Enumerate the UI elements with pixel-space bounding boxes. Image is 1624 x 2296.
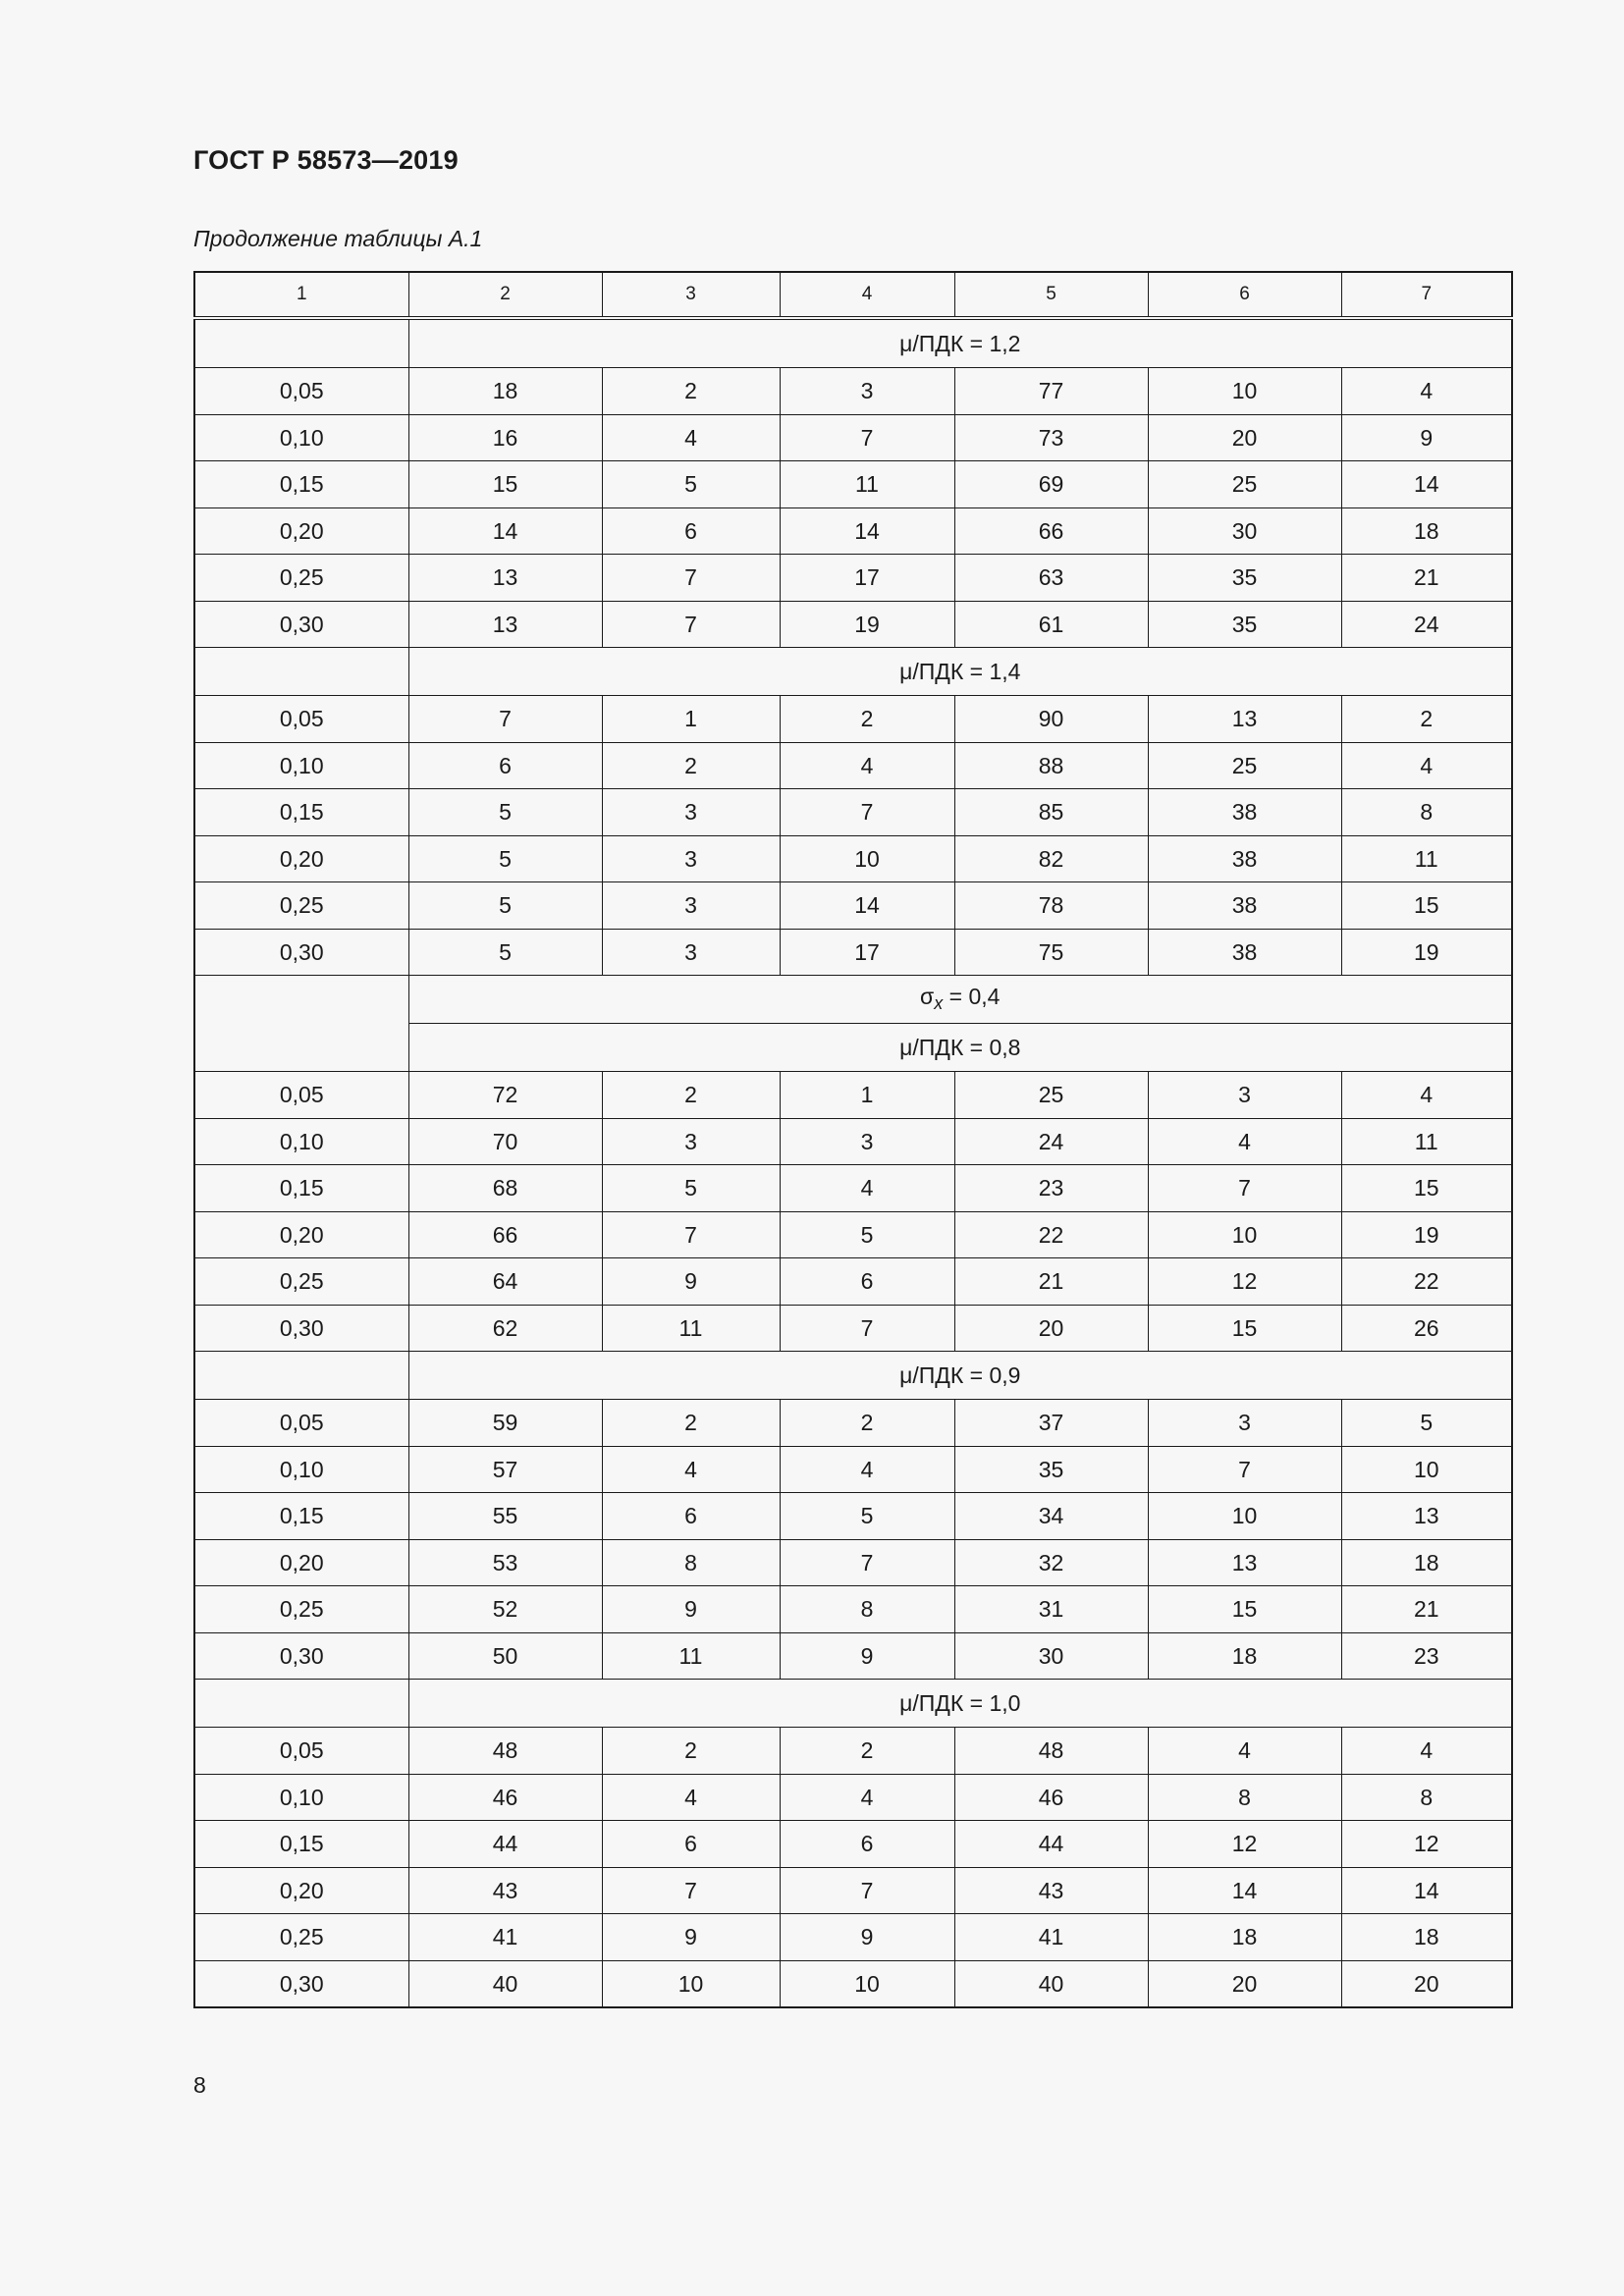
table-cell: 43 — [408, 1867, 602, 1914]
table-cell: 3 — [602, 789, 780, 836]
table-cell: 2 — [780, 696, 954, 743]
table-cell: 90 — [954, 696, 1148, 743]
table-cell: 19 — [1341, 929, 1512, 976]
table-cell: 85 — [954, 789, 1148, 836]
empty-cell — [194, 648, 408, 696]
table-row — [194, 1586, 1512, 1633]
table-cell: 0,20 — [194, 1211, 408, 1258]
column-header-4: 4 — [780, 272, 954, 318]
table-cell: 5 — [408, 835, 602, 882]
table-cell: 4 — [780, 1774, 954, 1821]
table-cell: 19 — [780, 601, 954, 648]
table-row — [194, 1914, 1512, 1961]
table-cell: 18 — [1148, 1632, 1341, 1680]
table-body — [194, 272, 1512, 2007]
table-row — [194, 1446, 1512, 1493]
table-cell: 14 — [1341, 1867, 1512, 1914]
table-row — [194, 1072, 1512, 1119]
table-cell: 6 — [602, 1493, 780, 1540]
table-cell: 14 — [780, 882, 954, 930]
table-cell: 17 — [780, 555, 954, 602]
table-cell: 18 — [1148, 1914, 1341, 1961]
table-cell: 7 — [780, 1539, 954, 1586]
table-row — [194, 1400, 1512, 1447]
sigma-symbol: σ — [920, 983, 935, 1009]
table-cell: 12 — [1148, 1821, 1341, 1868]
table-cell: 7 — [408, 696, 602, 743]
table-cell: 6 — [408, 742, 602, 789]
table-cell: 3 — [602, 929, 780, 976]
table-cell: 25 — [954, 1072, 1148, 1119]
table-row — [194, 1867, 1512, 1914]
table-cell: 7 — [780, 414, 954, 461]
table-cell: 25 — [1148, 742, 1341, 789]
table-cell: 52 — [408, 1586, 602, 1633]
column-header-7: 7 — [1341, 272, 1512, 318]
table-cell: 2 — [602, 1728, 780, 1775]
table-cell: 22 — [954, 1211, 1148, 1258]
document-header: ГОСТ Р 58573—2019 — [193, 145, 459, 175]
table-cell: 10 — [602, 1960, 780, 2007]
table-cell: 13 — [1341, 1493, 1512, 1540]
table-cell: 20 — [1148, 1960, 1341, 2007]
table-cell: 0,25 — [194, 1914, 408, 1961]
table-cell: 34 — [954, 1493, 1148, 1540]
column-header-1: 1 — [194, 272, 408, 318]
table-cell: 73 — [954, 414, 1148, 461]
sigma-heading — [408, 976, 1512, 1024]
table-cell: 4 — [1148, 1728, 1341, 1775]
table-cell: 26 — [1341, 1305, 1512, 1352]
table-row — [194, 1774, 1512, 1821]
table-row — [194, 461, 1512, 508]
table-cell: 0,20 — [194, 1867, 408, 1914]
table-cell: 0,30 — [194, 601, 408, 648]
table-cell: 22 — [1341, 1258, 1512, 1306]
table-cell: 2 — [780, 1400, 954, 1447]
data-table — [193, 271, 1513, 2008]
table-cell: 1 — [602, 696, 780, 743]
table-cell: 14 — [408, 507, 602, 555]
sigma-value: = 0,4 — [943, 983, 1001, 1009]
section-heading: μ/ПДК = 0,8 — [408, 1024, 1512, 1072]
table-cell: 20 — [1341, 1960, 1512, 2007]
table-cell: 10 — [1148, 368, 1341, 415]
table-cell: 0,20 — [194, 835, 408, 882]
table-cell: 5 — [408, 882, 602, 930]
table-cell: 35 — [1148, 555, 1341, 602]
table-cell: 15 — [408, 461, 602, 508]
table-cell: 11 — [1341, 1118, 1512, 1165]
table-cell: 82 — [954, 835, 1148, 882]
table-cell: 44 — [954, 1821, 1148, 1868]
table-cell: 57 — [408, 1446, 602, 1493]
table-cell: 8 — [1341, 789, 1512, 836]
table-cell: 8 — [602, 1539, 780, 1586]
table-cell: 38 — [1148, 835, 1341, 882]
table-cell: 15 — [1148, 1305, 1341, 1352]
section-heading: μ/ПДК = 1,2 — [408, 318, 1512, 368]
table-cell: 9 — [1341, 414, 1512, 461]
table-cell: 24 — [954, 1118, 1148, 1165]
table-cell: 18 — [1341, 1539, 1512, 1586]
column-header-row — [194, 272, 1512, 318]
table-cell: 7 — [780, 1867, 954, 1914]
table-cell: 7 — [602, 555, 780, 602]
table-row — [194, 1211, 1512, 1258]
table-cell: 3 — [1148, 1400, 1341, 1447]
table-row — [194, 835, 1512, 882]
table-cell: 0,30 — [194, 1960, 408, 2007]
table-cell: 11 — [1341, 835, 1512, 882]
table-cell: 9 — [780, 1914, 954, 1961]
table-cell: 4 — [602, 1446, 780, 1493]
table-cell: 7 — [780, 789, 954, 836]
table-cell: 5 — [408, 929, 602, 976]
table-cell: 5 — [408, 789, 602, 836]
table-row — [194, 882, 1512, 930]
table-cell: 31 — [954, 1586, 1148, 1633]
table-cell: 35 — [954, 1446, 1148, 1493]
table-row — [194, 1728, 1512, 1775]
table-cell: 10 — [1148, 1211, 1341, 1258]
table-cell: 5 — [780, 1493, 954, 1540]
table-cell: 13 — [408, 555, 602, 602]
table-row — [194, 368, 1512, 415]
table-cell: 18 — [408, 368, 602, 415]
table-cell: 5 — [1341, 1400, 1512, 1447]
table-cell: 4 — [1341, 742, 1512, 789]
table-cell: 4 — [780, 1446, 954, 1493]
table-cell: 3 — [1148, 1072, 1341, 1119]
table-cell: 5 — [780, 1211, 954, 1258]
table-cell: 2 — [1341, 696, 1512, 743]
table-cell: 41 — [954, 1914, 1148, 1961]
table-cell: 11 — [780, 461, 954, 508]
table-cell: 23 — [954, 1165, 1148, 1212]
table-cell: 4 — [1341, 1728, 1512, 1775]
table-cell: 15 — [1148, 1586, 1341, 1633]
table-row — [194, 414, 1512, 461]
table-cell: 8 — [1341, 1774, 1512, 1821]
table-cell: 14 — [1148, 1867, 1341, 1914]
table-cell: 70 — [408, 1118, 602, 1165]
table-cell: 9 — [602, 1258, 780, 1306]
empty-cell — [194, 1352, 408, 1400]
table-cell: 0,25 — [194, 882, 408, 930]
table-cell: 6 — [602, 1821, 780, 1868]
table-cell: 10 — [1148, 1493, 1341, 1540]
table-cell: 2 — [602, 1400, 780, 1447]
table-cell: 4 — [1341, 1072, 1512, 1119]
table-row — [194, 1539, 1512, 1586]
table-row — [194, 601, 1512, 648]
table-cell: 55 — [408, 1493, 602, 1540]
table-cell: 0,15 — [194, 1821, 408, 1868]
table-cell: 68 — [408, 1165, 602, 1212]
table-cell: 20 — [1148, 414, 1341, 461]
table-cell: 1 — [780, 1072, 954, 1119]
table-cell: 7 — [780, 1305, 954, 1352]
table-cell: 0,15 — [194, 789, 408, 836]
section-heading-row — [194, 1352, 1512, 1400]
table-cell: 38 — [1148, 929, 1341, 976]
table-cell: 0,30 — [194, 929, 408, 976]
table-cell: 24 — [1341, 601, 1512, 648]
table-cell: 14 — [780, 507, 954, 555]
table-cell: 0,05 — [194, 696, 408, 743]
table-cell: 19 — [1341, 1211, 1512, 1258]
table-cell: 21 — [1341, 1586, 1512, 1633]
column-header-2: 2 — [408, 272, 602, 318]
table-cell: 30 — [1148, 507, 1341, 555]
table-cell: 0,30 — [194, 1305, 408, 1352]
table-cell: 2 — [602, 742, 780, 789]
table-cell: 21 — [954, 1258, 1148, 1306]
table-cell: 4 — [780, 1165, 954, 1212]
table-cell: 0,10 — [194, 414, 408, 461]
table-cell: 18 — [1341, 1914, 1512, 1961]
table-row — [194, 1258, 1512, 1306]
empty-cell — [194, 1680, 408, 1728]
table-cell: 7 — [1148, 1446, 1341, 1493]
table-cell: 8 — [780, 1586, 954, 1633]
table-cell: 4 — [1341, 368, 1512, 415]
table-cell: 0,20 — [194, 507, 408, 555]
empty-cell — [194, 318, 408, 368]
table-cell: 13 — [408, 601, 602, 648]
table-cell: 2 — [780, 1728, 954, 1775]
table-cell: 2 — [602, 368, 780, 415]
column-header-6: 6 — [1148, 272, 1341, 318]
section-heading-row — [194, 318, 1512, 368]
table-cell: 0,25 — [194, 1258, 408, 1306]
table-cell: 0,10 — [194, 742, 408, 789]
table-caption: Продолжение таблицы А.1 — [193, 226, 483, 251]
table-cell: 41 — [408, 1914, 602, 1961]
table-cell: 0,25 — [194, 1586, 408, 1633]
table-cell: 5 — [602, 461, 780, 508]
table-cell: 59 — [408, 1400, 602, 1447]
section-heading: μ/ПДК = 1,0 — [408, 1680, 1512, 1728]
section-heading-row — [194, 1680, 1512, 1728]
table-cell: 5 — [602, 1165, 780, 1212]
table-cell: 43 — [954, 1867, 1148, 1914]
table-cell: 16 — [408, 414, 602, 461]
section-heading: μ/ПДК = 1,4 — [408, 648, 1512, 696]
table-cell: 32 — [954, 1539, 1148, 1586]
table-cell: 0,20 — [194, 1539, 408, 1586]
table-cell: 4 — [780, 742, 954, 789]
table-cell: 3 — [780, 368, 954, 415]
section-heading: μ/ПДК = 0,9 — [408, 1352, 1512, 1400]
table-cell: 6 — [780, 1258, 954, 1306]
table-row — [194, 1118, 1512, 1165]
table-cell: 63 — [954, 555, 1148, 602]
table-row — [194, 789, 1512, 836]
table-cell: 64 — [408, 1258, 602, 1306]
table-cell: 0,15 — [194, 461, 408, 508]
column-header-5: 5 — [954, 272, 1148, 318]
table-cell: 53 — [408, 1539, 602, 1586]
table-row — [194, 1821, 1512, 1868]
table-cell: 18 — [1341, 507, 1512, 555]
table-cell: 37 — [954, 1400, 1148, 1447]
table-cell: 46 — [408, 1774, 602, 1821]
table-cell: 3 — [602, 1118, 780, 1165]
table-cell: 50 — [408, 1632, 602, 1680]
table-row — [194, 696, 1512, 743]
table-row — [194, 507, 1512, 555]
table-row — [194, 555, 1512, 602]
table-cell: 88 — [954, 742, 1148, 789]
empty-cell — [194, 976, 408, 1072]
table-cell: 44 — [408, 1821, 602, 1868]
table-cell: 8 — [1148, 1774, 1341, 1821]
table-cell: 0,15 — [194, 1493, 408, 1540]
table-cell: 0,30 — [194, 1632, 408, 1680]
table-cell: 21 — [1341, 555, 1512, 602]
table-cell: 48 — [954, 1728, 1148, 1775]
table-cell: 66 — [954, 507, 1148, 555]
table-cell: 62 — [408, 1305, 602, 1352]
table-cell: 13 — [1148, 696, 1341, 743]
table-cell: 4 — [602, 414, 780, 461]
table-cell: 10 — [780, 1960, 954, 2007]
table-cell: 25 — [1148, 461, 1341, 508]
table-cell: 20 — [954, 1305, 1148, 1352]
table-row — [194, 1305, 1512, 1352]
table-cell: 38 — [1148, 789, 1341, 836]
table-cell: 10 — [1341, 1446, 1512, 1493]
table-cell: 7 — [602, 1867, 780, 1914]
table-cell: 66 — [408, 1211, 602, 1258]
table-cell: 12 — [1148, 1258, 1341, 1306]
table-cell: 0,15 — [194, 1165, 408, 1212]
table-row — [194, 1493, 1512, 1540]
table-cell: 40 — [408, 1960, 602, 2007]
table-cell: 11 — [602, 1305, 780, 1352]
table-cell: 7 — [602, 1211, 780, 1258]
table-cell: 10 — [780, 835, 954, 882]
table-cell: 0,05 — [194, 1400, 408, 1447]
table-cell: 15 — [1341, 1165, 1512, 1212]
table-cell: 9 — [780, 1632, 954, 1680]
table-row — [194, 742, 1512, 789]
sigma-subscript: x — [934, 992, 944, 1013]
table-cell: 69 — [954, 461, 1148, 508]
table-cell: 0,25 — [194, 555, 408, 602]
table-cell: 46 — [954, 1774, 1148, 1821]
table-cell: 6 — [780, 1821, 954, 1868]
table-cell: 0,10 — [194, 1446, 408, 1493]
table-cell: 3 — [602, 882, 780, 930]
table-row — [194, 929, 1512, 976]
table-cell: 9 — [602, 1586, 780, 1633]
table-row — [194, 1165, 1512, 1212]
table-cell: 0,05 — [194, 1072, 408, 1119]
table-cell: 15 — [1341, 882, 1512, 930]
table-cell: 6 — [602, 507, 780, 555]
table-cell: 40 — [954, 1960, 1148, 2007]
table-cell: 11 — [602, 1632, 780, 1680]
table-cell: 3 — [602, 835, 780, 882]
table-cell: 17 — [780, 929, 954, 976]
page-number: 8 — [193, 2072, 206, 2098]
table-cell: 38 — [1148, 882, 1341, 930]
table-cell: 35 — [1148, 601, 1341, 648]
table-row — [194, 1960, 1512, 2007]
column-header-3: 3 — [602, 272, 780, 318]
table-cell: 61 — [954, 601, 1148, 648]
sigma-row — [194, 976, 1512, 1024]
table-cell: 13 — [1148, 1539, 1341, 1586]
table-cell: 48 — [408, 1728, 602, 1775]
table-cell: 77 — [954, 368, 1148, 415]
table-cell: 0,10 — [194, 1118, 408, 1165]
table-cell: 2 — [602, 1072, 780, 1119]
table-cell: 30 — [954, 1632, 1148, 1680]
table-row — [194, 1632, 1512, 1680]
table-cell: 9 — [602, 1914, 780, 1961]
table-cell: 0,10 — [194, 1774, 408, 1821]
table-cell: 78 — [954, 882, 1148, 930]
table-cell: 12 — [1341, 1821, 1512, 1868]
table-cell: 0,05 — [194, 1728, 408, 1775]
table-cell: 4 — [602, 1774, 780, 1821]
table-cell: 3 — [780, 1118, 954, 1165]
table-cell: 7 — [1148, 1165, 1341, 1212]
table-cell: 72 — [408, 1072, 602, 1119]
section-heading-row — [194, 648, 1512, 696]
table-cell: 75 — [954, 929, 1148, 976]
table-cell: 4 — [1148, 1118, 1341, 1165]
table-cell: 14 — [1341, 461, 1512, 508]
table-cell: 7 — [602, 601, 780, 648]
table-cell: 23 — [1341, 1632, 1512, 1680]
table-cell: 0,05 — [194, 368, 408, 415]
